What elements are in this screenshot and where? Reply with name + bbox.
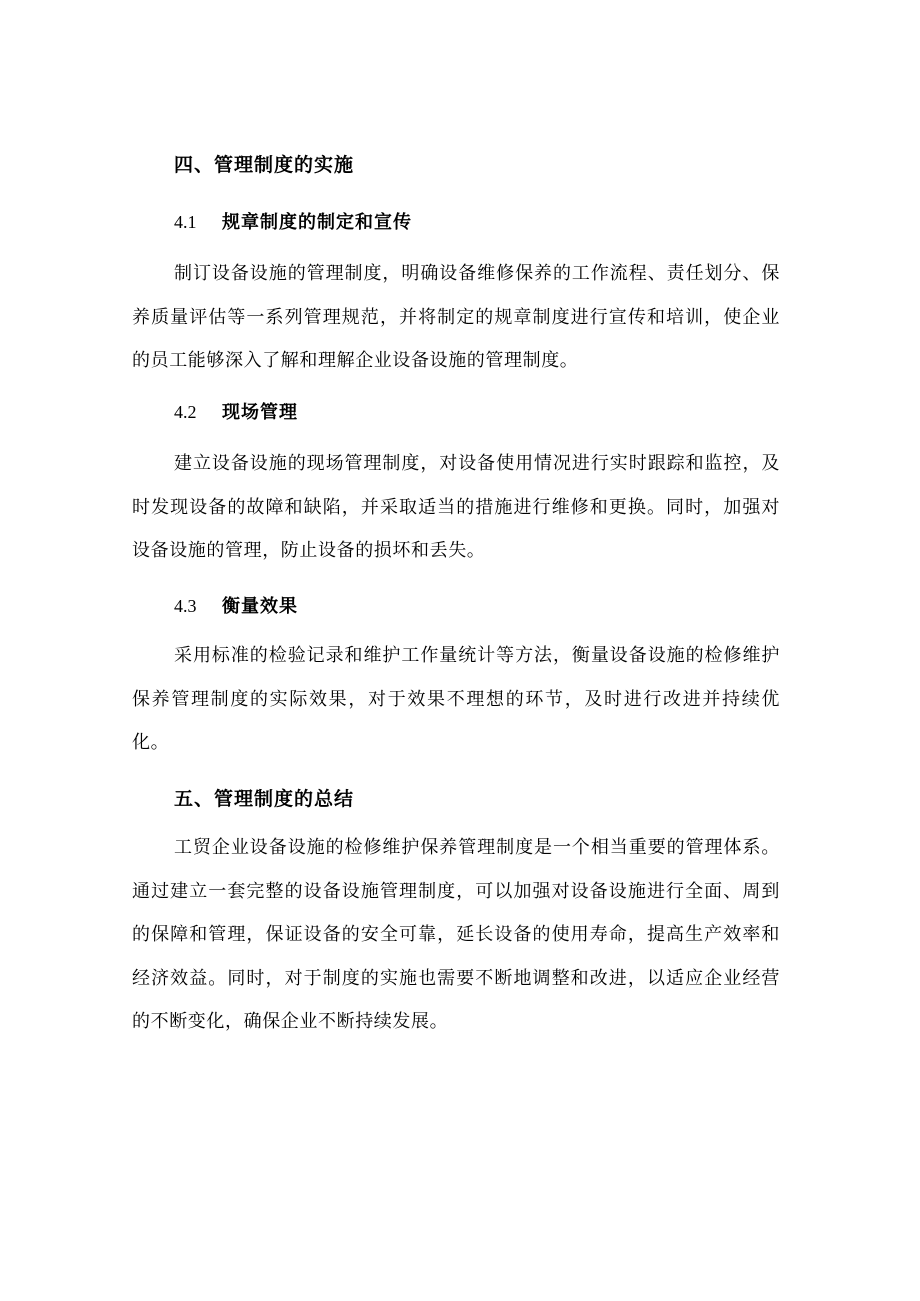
subsection-4-2-number: 4.2 [174,402,197,422]
subsection-4-1-heading [174,208,412,234]
subsection-4-3-number: 4.3 [174,596,197,616]
subsection-4-2-title: 现场管理 [222,402,298,423]
subsection-4-1-paragraph: 制订设备设施的管理制度，明确设备维修保养的工作流程、责任划分、保养质量评估等一系列管理规范，并将制定的规章制度进行宣传和培训，使企业的员工能够深入了解和理解企业设备设施的管理制度。 [132,263,780,371]
subsection-4-3-paragraph: 采用标准的检验记录和维护工作量统计等方法，衡量设备设施的检修维护保养管理制度的实际效果，对于效果不理想的环节，及时进行改进并持续优化。 [132,645,780,753]
section-4-heading: 四、管理制度的实施 [174,154,355,176]
subsection-4-2-heading [174,398,298,424]
subsection-4-2-paragraph: 建立设备设施的现场管理制度，对设备使用情况进行实时跟踪和监控，及时发现设备的故障和缺陷，并采取适当的措施进行维修和更换。同时，加强对设备设施的管理，防止设备的损坏和丢失。 [132,453,780,561]
subsection-4-1-title: 规章制度的制定和宣传 [222,212,412,233]
subsection-4-3-title: 衡量效果 [222,596,298,617]
section-5-heading: 五、管理制度的总结 [174,788,355,810]
subsection-4-3-heading [174,592,298,618]
section-5-paragraph: 工贸企业设备设施的检修维护保养管理制度是一个相当重要的管理体系。通过建立一套完整的设备设施管理制度，可以加强对设备设施进行全面、周到的保障和管理，保证设备的安全可靠，延长设备的使用寿命，提高生产效率和经济效益。同时，对于制度的实施也需要不断地调整和改进，以适应企业经营的不断变化，确保企业不断持续发展。 [132,837,780,1032]
subsection-4-1-number: 4.1 [174,212,197,232]
